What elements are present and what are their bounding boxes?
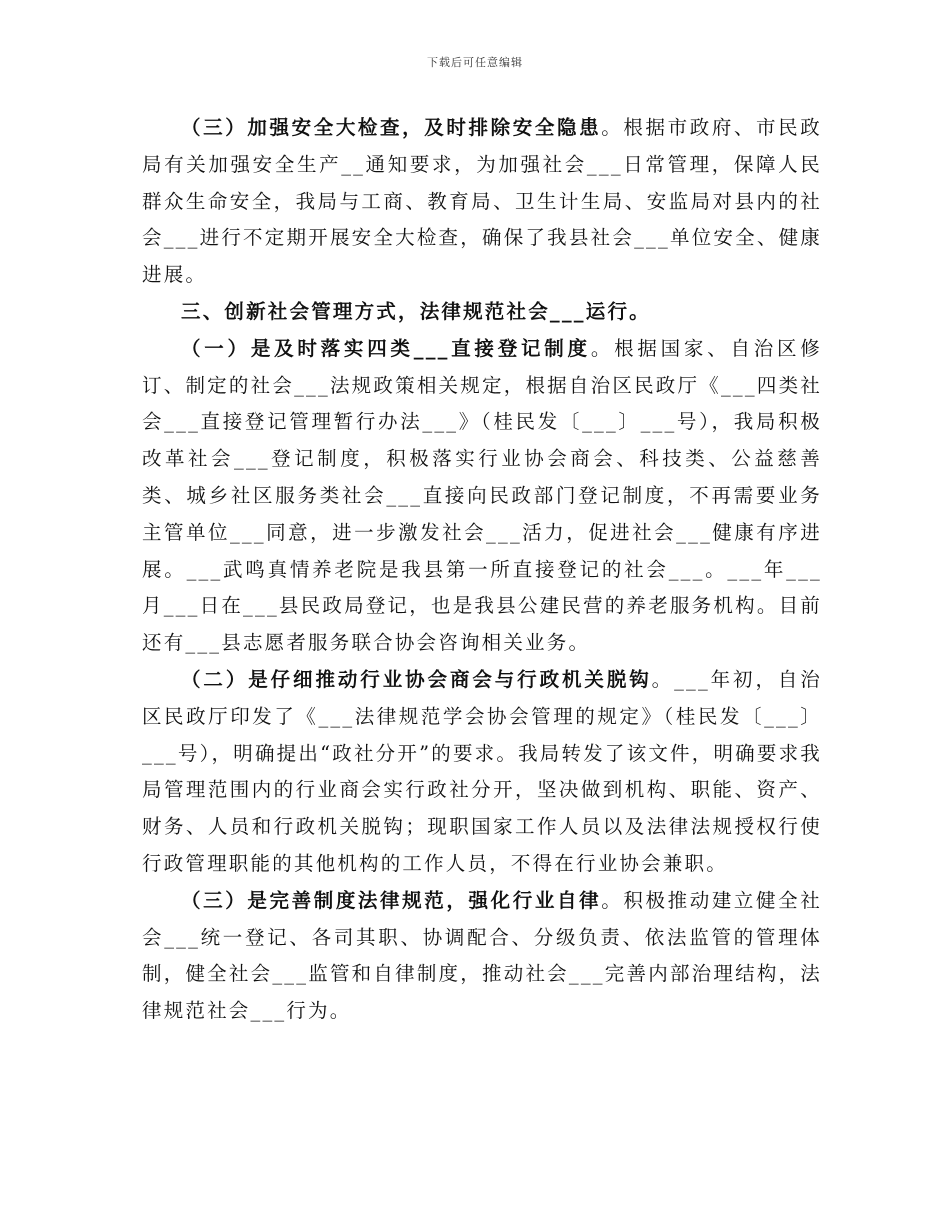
paragraph-text: 。根据国家、自治区修订、制定的社会___法规政策相关规定，根据自治区民政厅《___四类社会___直接登记管理暂行办法___》（桂民发〔___〕___号），我局积极改革社会___登记制度，积极落实行业协会商会、科技类、公益慈善类、城乡社区服务类社会___直接向民政部门登记制度，不再需要业务主管单位___同意，进一步激发社会___活力，促进社会___健康有序进展。___武鸣真情养老院是我县第一所直接登记的社会___。___年___月___日在___县民政局登记，也是我县公建民营的养老服务机构。目前还有___县志愿者服务联合协会咨询相关业务。 [142,336,822,655]
paragraph-lead: （一）是及时落实四类___直接登记制度 [181,336,591,360]
paragraph-direct-registration [142,331,822,662]
paragraph-lead: （三）是完善制度法律规范，强化行业自律 [181,888,602,912]
paragraph-text: 。积极推动建立健全社会___统一登记、各司其职、协调配合、分级负责、依法监管的管理体制，健全社会___监管和自律制度，推动社会___完善内部治理结构，法律规范社会___行为。 [142,888,822,1023]
paragraph-safety-inspection [142,110,822,294]
paragraph-lead: （二）是仔细推动行业协会商会与行政机关脱钩 [181,667,652,691]
page-header: 下载后可任意编辑 [427,56,523,69]
paragraph-decoupling [142,662,822,883]
section-heading: 三、创新社会管理方式，法律规范社会___运行。 [181,299,651,323]
paragraph-lead: （三）加强安全大检查，及时排除安全隐患 [181,116,602,139]
paragraph-text: 。根据市政府、市民政局有关加强安全生产__通知要求，为加强社会___日常管理，保障人民群众生命安全，我局与工商、教育局、卫生计生局、安监局对县内的社会___进行不定期开展安全大检查，确保了我县社会___单位安全、健康进展。 [142,116,822,287]
document-body [142,110,822,1030]
paragraph-self-discipline [142,883,822,1030]
paragraph-text: 。___年初，自治区民政厅印发了《___法律规范学会协会管理的规定》（桂民发〔___〕___号），明确提出“政社分开”的要求。我局转发了该文件，明确要求我局管理范围内的行业商会实行政社分开，坚决做到机构、职能、资产、财务、人员和行政机关脱钩；现职国家工作人员以及法律法规授权行使行政管理职能的其他机构的工作人员，不得在行业协会兼职。 [142,667,822,875]
